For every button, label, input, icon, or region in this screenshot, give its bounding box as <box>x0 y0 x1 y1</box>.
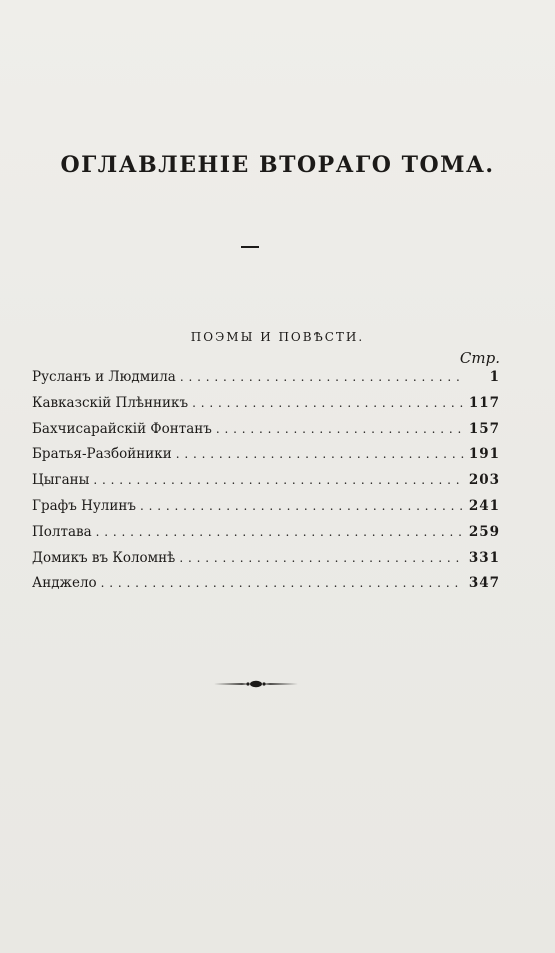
toc-entry-page: 241 <box>468 497 500 514</box>
page-column-label: Стр. <box>459 349 500 367</box>
toc-leader-dots <box>96 526 464 538</box>
toc-leader-dots <box>101 577 464 589</box>
toc-entry <box>32 524 500 550</box>
page-title: ОГЛАВЛЕНІЕ ВТОРАГО ТОМА. <box>60 152 495 178</box>
toc-entry <box>32 421 500 447</box>
toc-entry <box>32 575 500 601</box>
toc-entry-title: Кавказскій Плѣнникъ <box>32 394 189 411</box>
toc-leader-dots <box>216 423 464 435</box>
toc-entry-title: Анджело <box>32 575 97 592</box>
toc-entry-title: Бахчисарайскій Фонтанъ <box>32 420 212 437</box>
toc-leader-dots <box>93 474 464 486</box>
toc-entry-title: Полтава <box>32 523 92 540</box>
toc-entry-title: Графъ Нулинъ <box>32 497 136 514</box>
toc-entry-title: Цыганы <box>32 472 90 489</box>
toc-entry-title: Русланъ и Людмила <box>32 369 176 385</box>
toc-entry-page: 347 <box>468 575 500 592</box>
toc-entry <box>32 498 500 524</box>
toc-leader-dots <box>192 397 464 409</box>
toc-entry <box>32 369 500 395</box>
toc-entry <box>32 550 500 576</box>
table-of-contents <box>32 369 500 601</box>
toc-leader-dots <box>140 500 464 512</box>
toc-entry-page: 117 <box>468 394 500 411</box>
toc-entry <box>32 446 500 472</box>
toc-entry-title: Братья-Разбойники <box>32 446 172 463</box>
toc-entry <box>32 395 500 421</box>
title-divider-dash <box>241 246 259 248</box>
toc-leader-dots <box>176 448 464 460</box>
ornament-divider-icon <box>212 677 300 691</box>
toc-entry-title: Домикъ въ Коломнѣ <box>32 549 176 566</box>
toc-entry-page: 157 <box>468 420 500 437</box>
toc-leader-dots <box>180 371 464 383</box>
toc-entry-page: 259 <box>468 523 500 540</box>
section-heading: ПОЭМЫ И ПОВѢСТИ. <box>190 330 365 344</box>
toc-entry <box>32 472 500 498</box>
toc-entry-page: 203 <box>468 472 500 489</box>
toc-entry-page: 191 <box>468 446 500 463</box>
toc-entry-page: 1 <box>489 369 500 385</box>
toc-entry-page: 331 <box>468 549 500 566</box>
toc-leader-dots <box>179 552 464 564</box>
